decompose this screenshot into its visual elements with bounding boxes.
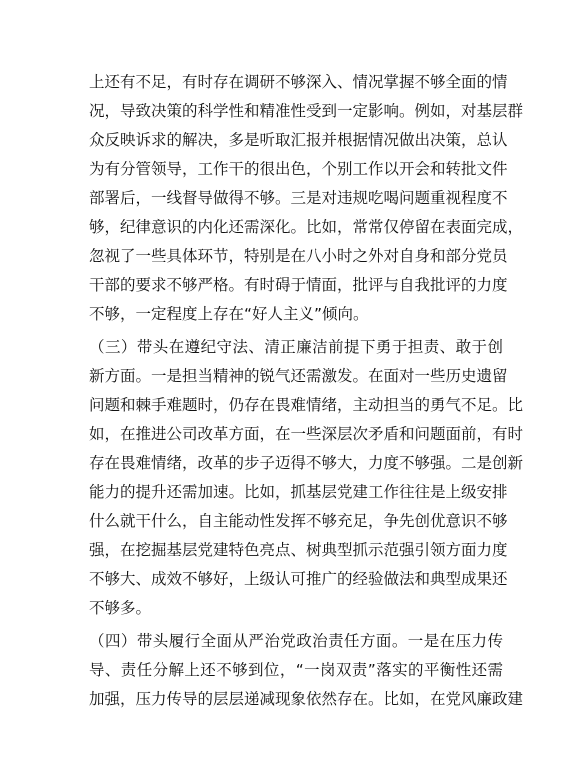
paragraph-continued (89, 68, 524, 329)
text-line: 不够大、成效不够好，上级认可推广的经验做法和典型成果还 (89, 570, 508, 588)
text-line: 存在畏难情绪，改革的步子迈得不够大，力度不够强。二是创新 (89, 454, 524, 472)
section-heading-line: （四）带头履行全面从严治党政治责任方面。一是在压力传 (89, 632, 503, 650)
text-line: 上还有不足，有时存在调研不够深入、情况掌握不够全面的情 (89, 73, 508, 91)
text-line: 够，纪律意识的内化还需深化。比如，常常仅停留在表面完成， (89, 218, 524, 236)
text-line: 如，在推进公司改革方面，在一些深层次矛盾和问题面前，有时 (89, 425, 524, 443)
text-line: 部署后，一线督导做得不够。三是对违规吃喝问题重视程度不 (89, 189, 508, 207)
text-line: 不够，一定程度上存在“好人主义”倾向。 (89, 305, 369, 323)
text-line: 什么就干什么，自主能动性发挥不够充足，争先创优意识不够 (89, 512, 508, 530)
text-line: 问题和棘手难题时，仍存在畏难情绪，主动担当的勇气不足。比 (89, 396, 524, 414)
text-line: 况，导致决策的科学性和精准性受到一定影响。例如，对基层群 (89, 102, 524, 120)
text-line: 新方面。一是担当精神的锐气还需激发。在面对一些历史遗留 (89, 367, 508, 385)
text-line: 强，在挖掘基层党建特色亮点、树典型抓示范强引领方面力度 (89, 541, 508, 559)
paragraph-section-three (89, 333, 524, 623)
text-line: 为有分管领导，工作干的很出色，个别工作以开会和转批文件 (89, 160, 508, 178)
document-body (89, 68, 524, 714)
text-line: 干部的要求不够严格。有时碍于情面，批评与自我批评的力度 (89, 276, 508, 294)
text-line: 能力的提升还需加速。比如，抓基层党建工作往往是上级安排 (89, 483, 508, 501)
text-line: 众反映诉求的解决，多是听取汇报并根据情况做出决策，总认 (89, 131, 508, 149)
text-line: 忽视了一些具体环节，特别是在八小时之外对自身和部分党员 (89, 247, 508, 265)
text-line: 加强，压力传导的层层递减现象依然存在。比如，在党风廉政建 (89, 690, 524, 708)
text-line: 不够多。 (89, 599, 152, 617)
section-heading-line: （三）带头在遵纪守法、清正廉洁前提下勇于担责、敢于创 (89, 338, 503, 356)
text-line: 导、责任分解上还不够到位，“一岗双责”落实的平衡性还需 (89, 661, 503, 679)
paragraph-section-four (89, 627, 524, 714)
